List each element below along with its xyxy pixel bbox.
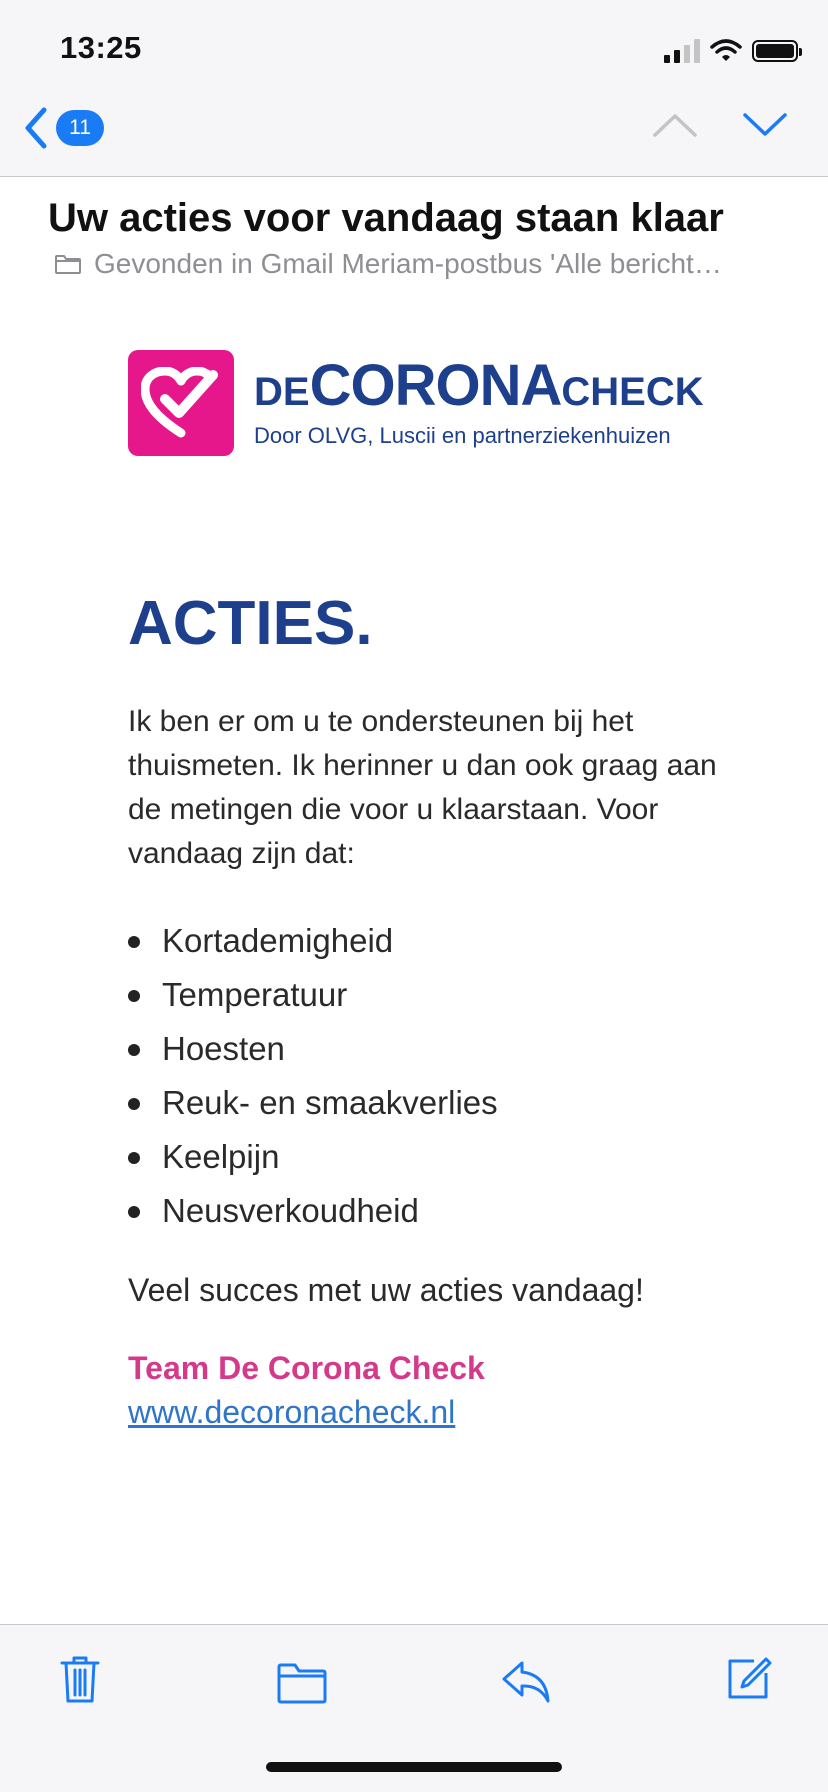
- move-to-folder-button[interactable]: [276, 1661, 328, 1710]
- list-item: Keelpijn: [128, 1130, 748, 1184]
- trash-button[interactable]: [58, 1655, 102, 1710]
- status-time: 13:25: [60, 30, 142, 65]
- list-item: Hoesten: [128, 1022, 748, 1076]
- brand-name: [254, 353, 704, 418]
- reply-button[interactable]: [500, 1659, 552, 1710]
- wifi-icon: [710, 39, 742, 63]
- chevron-down-icon[interactable]: [742, 112, 788, 138]
- reply-icon: [500, 1659, 552, 1705]
- closing-text: Veel succes met uw acties vandaag!: [128, 1272, 644, 1308]
- actions-list: [128, 914, 748, 1238]
- list-item: Temperatuur: [128, 968, 748, 1022]
- folder-text: Gevonden in Gmail Meriam-postbus 'Alle bericht…: [94, 248, 722, 279]
- top-navigation-bar: [0, 0, 828, 177]
- chevron-up-icon[interactable]: [652, 112, 698, 138]
- unread-count-badge: 11: [56, 110, 104, 146]
- cellular-signal-icon: [664, 39, 700, 63]
- back-button[interactable]: [22, 106, 104, 150]
- corona-check-logo: [128, 350, 704, 456]
- compose-icon: [724, 1655, 772, 1703]
- intro-paragraph: Ik ben er om u te ondersteunen bij het thuismeten. Ik herinner u dan ook graag aan de metingen die voor u klaarstaan. Voor vandaag zijn dat:: [128, 705, 717, 870]
- brand-main: CORONA: [309, 353, 562, 418]
- message-navigation: [652, 112, 788, 138]
- battery-icon: [752, 40, 798, 62]
- logo-mark: [128, 350, 234, 456]
- list-item: Kortademigheid: [128, 914, 748, 968]
- compose-button[interactable]: [724, 1655, 772, 1708]
- home-indicator[interactable]: [266, 1762, 562, 1772]
- brand-suffix: CHECK: [561, 370, 704, 414]
- team-signature: Team De Corona Check: [128, 1350, 485, 1386]
- heart-check-icon: [141, 367, 221, 439]
- brand-prefix: DE: [254, 370, 310, 414]
- folder-icon: [54, 253, 82, 275]
- logo-text: [254, 353, 704, 449]
- trash-icon: [58, 1655, 102, 1705]
- list-item: Reuk- en smaakverlies: [128, 1076, 748, 1130]
- status-icons: [664, 36, 798, 66]
- website-link[interactable]: www.decoronacheck.nl: [128, 1394, 456, 1430]
- brand-tagline: Door OLVG, Luscii en partnerziekenhuizen: [254, 423, 671, 448]
- email-subject: Uw acties voor vandaag staan klaar: [48, 196, 724, 240]
- chevron-left-icon: [22, 106, 50, 150]
- list-item: Neusverkoudheid: [128, 1184, 748, 1238]
- actions-heading: ACTIES.: [128, 589, 373, 658]
- folder-location: [54, 248, 784, 280]
- folder-icon: [276, 1661, 328, 1705]
